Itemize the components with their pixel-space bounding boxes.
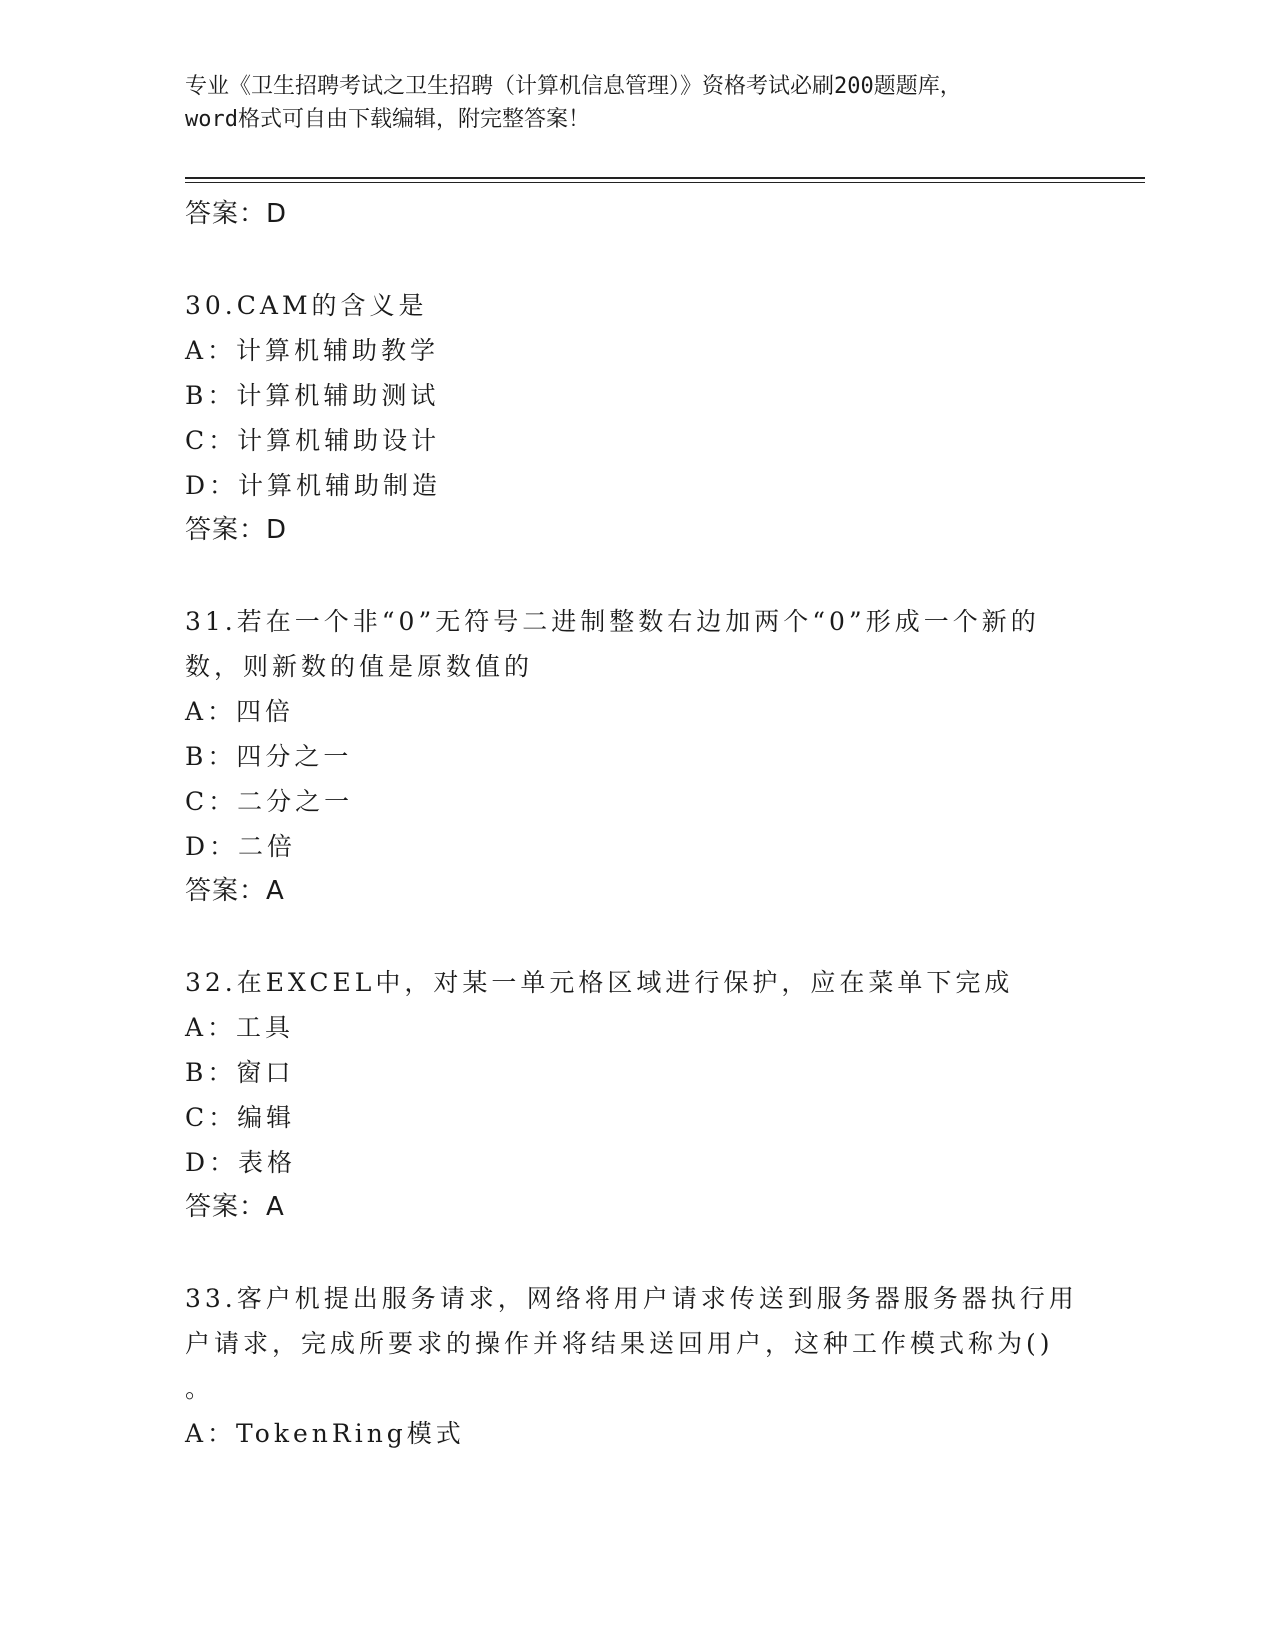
- option-a: A：TokenRing模式: [185, 1419, 465, 1448]
- answer-line: 答案：A: [185, 876, 285, 906]
- header-line-2: word格式可自由下载编辑，附完整答案！: [185, 107, 590, 132]
- option-c: C：计算机辅助设计: [185, 426, 441, 455]
- answer-line: 答案：A: [185, 1192, 285, 1222]
- question-32: [185, 960, 1085, 1230]
- question-text: 32.在EXCEL中，对某一单元格区域进行保护，应在菜单下完成: [185, 968, 1014, 997]
- spacer: [185, 1230, 1085, 1276]
- question-text-line-1: 33.客户机提出服务请求，网络将用户请求传送到服务器服务器执行用: [185, 1284, 1078, 1313]
- header-divider-thin: [185, 182, 1145, 183]
- option-b: B：窗口: [185, 1058, 295, 1087]
- question-text-line-3: 。: [185, 1374, 215, 1403]
- answer-line: 答案：D: [185, 199, 288, 229]
- document-header: [185, 70, 1085, 136]
- header-line-1: 专业《卫生招聘考试之卫生招聘（计算机信息管理）》资格考试必刷200题题库，: [185, 74, 962, 99]
- option-c: C：编辑: [185, 1103, 296, 1132]
- question-text-line-2: 数，则新数的值是原数值的: [185, 652, 534, 681]
- option-a: A：计算机辅助教学: [185, 336, 440, 365]
- question-31: [185, 599, 1085, 914]
- option-a: A：四倍: [185, 697, 295, 726]
- option-b: B：计算机辅助测试: [185, 381, 440, 410]
- question-33: [185, 1276, 1085, 1456]
- answer-line: 答案：D: [185, 515, 288, 545]
- option-c: C：二分之一: [185, 787, 354, 816]
- option-d: D：表格: [185, 1148, 297, 1177]
- header-divider-thick: [185, 177, 1145, 179]
- question-text: 30.CAM的含义是: [185, 291, 428, 320]
- spacer: [185, 553, 1085, 599]
- option-d: D：二倍: [185, 832, 297, 861]
- spacer: [185, 237, 1085, 283]
- option-d: D：计算机辅助制造: [185, 471, 442, 500]
- option-b: B：四分之一: [185, 742, 353, 771]
- question-text-line-1: 31.若在一个非“0”无符号二进制整数右边加两个“0”形成一个新的: [185, 607, 1040, 636]
- question-30: [185, 283, 1085, 553]
- spacer: [185, 914, 1085, 960]
- question-text-line-2: 户请求，完成所要求的操作并将结果送回用户，这种工作模式称为(): [185, 1329, 1054, 1358]
- option-a: A：工具: [185, 1013, 295, 1042]
- document-body: [185, 192, 1085, 1456]
